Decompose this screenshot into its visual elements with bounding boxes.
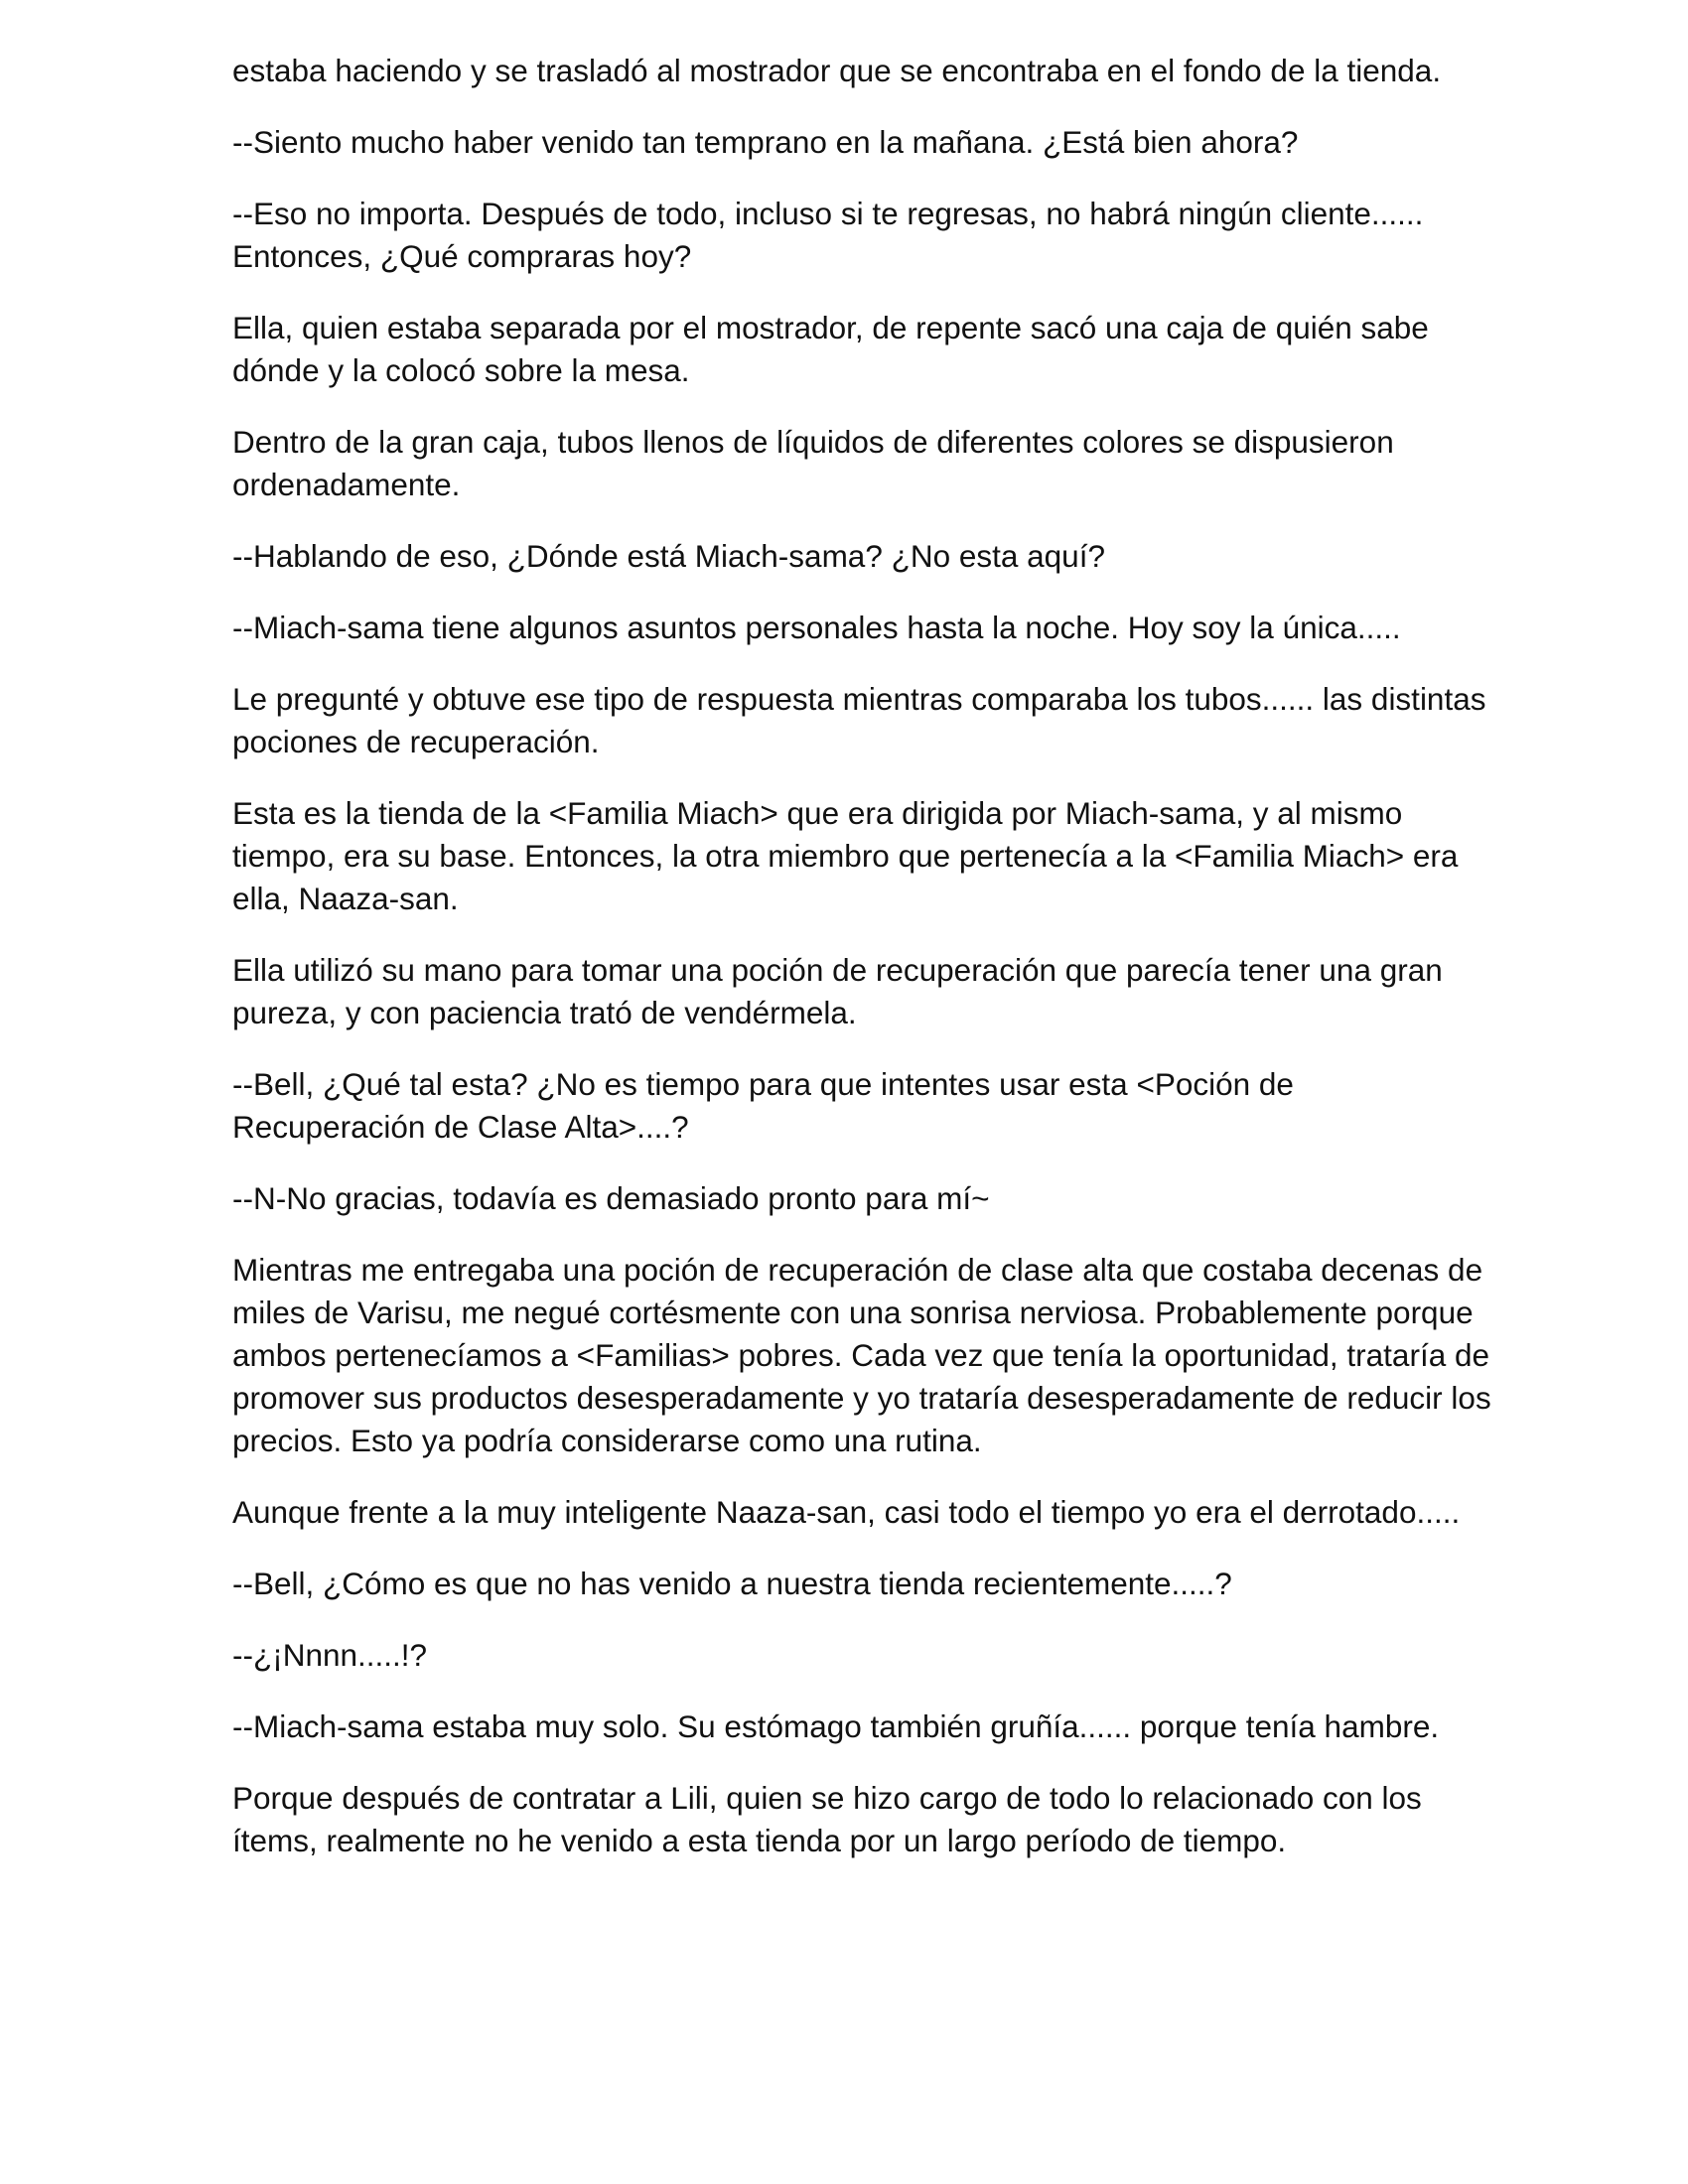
paragraph-8: Le pregunté y obtuve ese tipo de respuesta mientras comparaba los tubos...... las distintas pociones de recuperación. xyxy=(232,681,1486,759)
paragraph-7: --Miach-sama tiene algunos asuntos personales hasta la noche. Hoy soy la única..... xyxy=(232,610,1401,645)
paragraph-18: Porque después de contratar a Lili, quien se hizo cargo de todo lo relacionado con los ítems, realmente no he venido a esta tienda por un largo período de tiempo. xyxy=(232,1780,1422,1858)
paragraph-6: --Hablando de eso, ¿Dónde está Miach-sama? ¿No esta aquí? xyxy=(232,538,1105,574)
paragraph-15: --Bell, ¿Cómo es que no has venido a nuestra tienda recientemente.....? xyxy=(232,1566,1232,1601)
paragraph-5: Dentro de la gran caja, tubos llenos de líquidos de diferentes colores se dispusieron ordenadamente. xyxy=(232,424,1394,502)
document-page xyxy=(232,50,1493,1891)
paragraph-12: --N-No gracias, todavía es demasiado pronto para mí~ xyxy=(232,1180,990,1216)
paragraph-10: Ella utilizó su mano para tomar una poción de recuperación que parecía tener una gran pureza, y con paciencia trató de vendérmela. xyxy=(232,952,1443,1030)
paragraph-13: Mientras me entregaba una poción de recuperación de clase alta que costaba decenas de miles de Varisu, me negué cortésmente con una sonrisa nerviosa. Probablemente porque ambos pertenecíamos a <Familias> pobres. Cada vez que tenía la oportunidad, trataría de promover sus productos desesperadamente y yo trataría desesperadamente de reducir los precios. Esto ya podría considerarse como una rutina. xyxy=(232,1252,1491,1458)
paragraph-11: --Bell, ¿Qué tal esta? ¿No es tiempo para que intentes usar esta <Poción de Recuperación de Clase Alta>....? xyxy=(232,1066,1294,1145)
paragraph-1: estaba haciendo y se trasladó al mostrador que se encontraba en el fondo de la tienda. xyxy=(232,53,1442,88)
paragraph-2: --Siento mucho haber venido tan temprano en la mañana. ¿Está bien ahora? xyxy=(232,124,1299,160)
paragraph-4: Ella, quien estaba separada por el mostrador, de repente sacó una caja de quién sabe dónde y la colocó sobre la mesa. xyxy=(232,310,1429,388)
paragraph-9: Esta es la tienda de la <Familia Miach> que era dirigida por Miach-sama, y al mismo tiempo, era su base. Entonces, la otra miembro que pertenecía a la <Familia Miach> era ella, Naaza-san. xyxy=(232,795,1459,916)
paragraph-16: --¿¡Nnnn.....!? xyxy=(232,1637,428,1673)
paragraph-3: --Eso no importa. Después de todo, incluso si te regresas, no habrá ningún cliente...... Entonces, ¿Qué compraras hoy? xyxy=(232,196,1424,274)
paragraph-14: Aunque frente a la muy inteligente Naaza-san, casi todo el tiempo yo era el derrotado..... xyxy=(232,1494,1461,1530)
paragraph-17: --Miach-sama estaba muy solo. Su estómago también gruñía...... porque tenía hambre. xyxy=(232,1708,1440,1744)
